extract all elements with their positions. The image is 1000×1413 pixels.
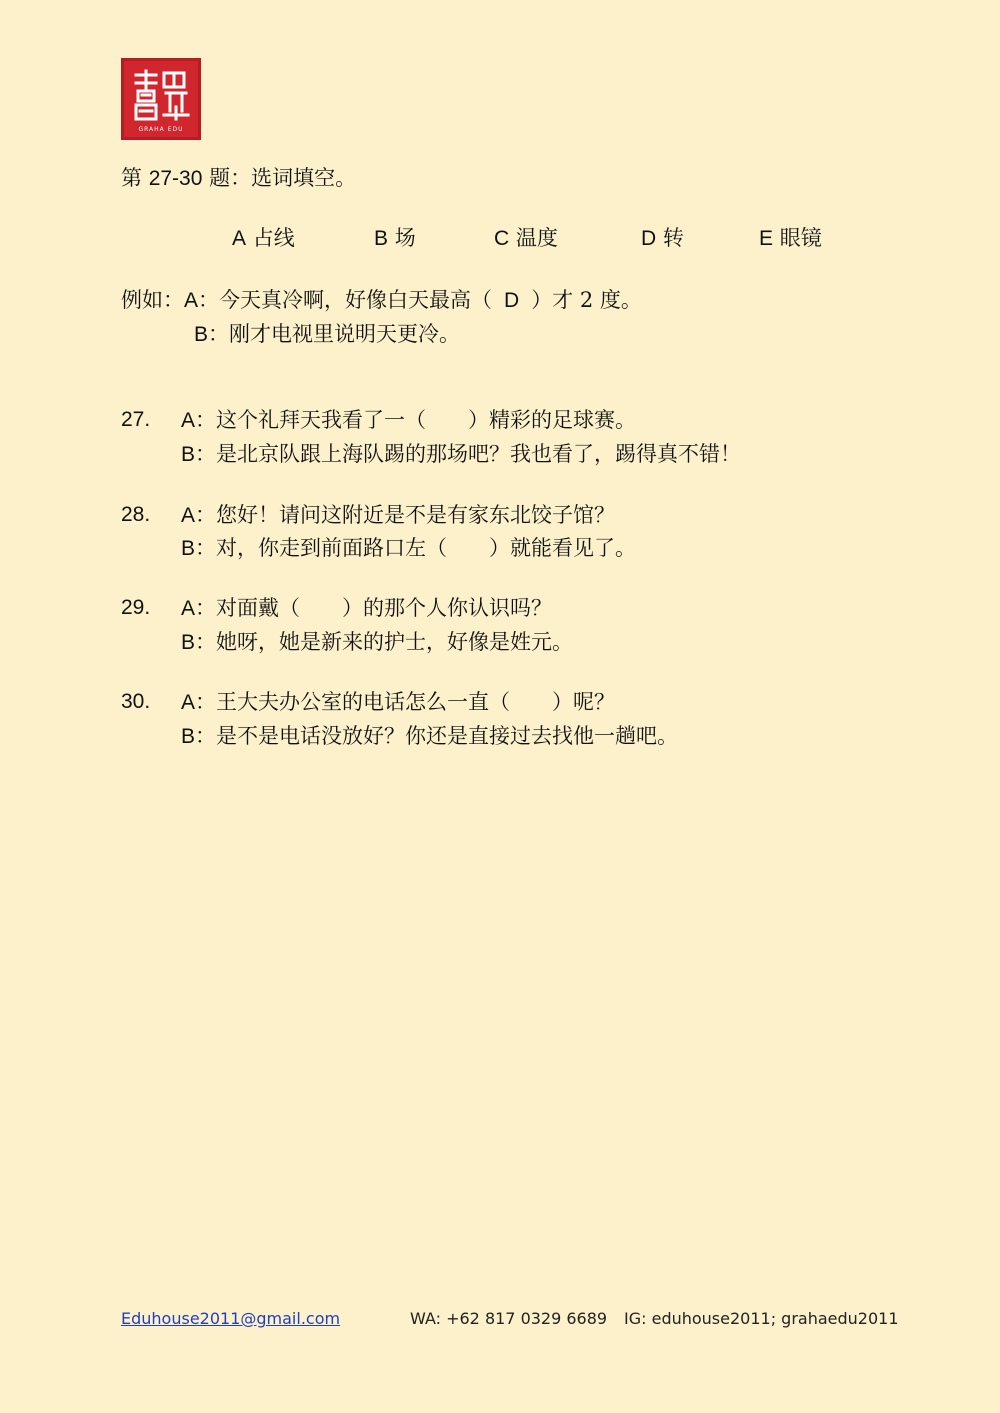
section-title xyxy=(121,164,356,193)
seal-glyph-icon xyxy=(130,67,192,123)
title-suffix: 题：选词填空。 xyxy=(202,166,357,190)
option-e: E 眼镜 xyxy=(759,226,822,250)
example-label: 例如： xyxy=(121,288,184,312)
footer-whatsapp: WA: +62 817 0329 6689 xyxy=(410,1309,608,1328)
question-number-29: 29. xyxy=(121,596,151,619)
question-number-30: 30. xyxy=(121,690,151,713)
question-28-line-a: A：您好！请问这附近是不是有家东北饺子馆？ xyxy=(181,503,616,527)
question-27-line-b: B：是北京队跟上海队踢的那场吧？我也看了，踢得真不错！ xyxy=(181,442,742,466)
option-d: D 转 xyxy=(641,226,684,250)
footer-instagram: IG: eduhouse2011; grahaedu2011 xyxy=(624,1309,899,1328)
word-options xyxy=(232,224,852,254)
example-answer: D xyxy=(504,289,520,312)
question-30-line-a: A：王大夫办公室的电话怎么一直（ ）呢？ xyxy=(181,690,616,714)
question-27-line-a: A：这个礼拜天我看了一（ ）精彩的足球赛。 xyxy=(181,408,637,432)
option-b: B 场 xyxy=(374,226,416,250)
footer-email-link[interactable]: Eduhouse2011@gmail.com xyxy=(121,1309,341,1328)
question-29-line-b: B：她呀，她是新来的护士，好像是姓元。 xyxy=(181,630,574,654)
title-range: 27-30 xyxy=(148,167,203,190)
question-30-line-b: B：是不是电话没放好？你还是直接过去找他一趟吧。 xyxy=(181,724,679,748)
question-number-28: 28. xyxy=(121,503,151,526)
example-line-a: 例如：A：今天真冷啊，好像白天最高（ D ）才 2 度。 xyxy=(121,288,642,312)
option-a: A 占线 xyxy=(232,226,295,250)
question-28-line-b: B：对，你走到前面路口左（ ）就能看见了。 xyxy=(181,536,637,560)
graha-edu-logo xyxy=(121,58,201,140)
option-c: C 温度 xyxy=(494,226,558,250)
question-number-27: 27. xyxy=(121,408,151,431)
title-prefix: 第 xyxy=(121,166,149,190)
question-29-line-a: A：对面戴（ ）的那个人你认识吗？ xyxy=(181,596,553,620)
example-line-b: B：刚才电视里说明天更冷。 xyxy=(194,322,461,346)
logo-caption: GRAHA EDU xyxy=(138,126,184,133)
